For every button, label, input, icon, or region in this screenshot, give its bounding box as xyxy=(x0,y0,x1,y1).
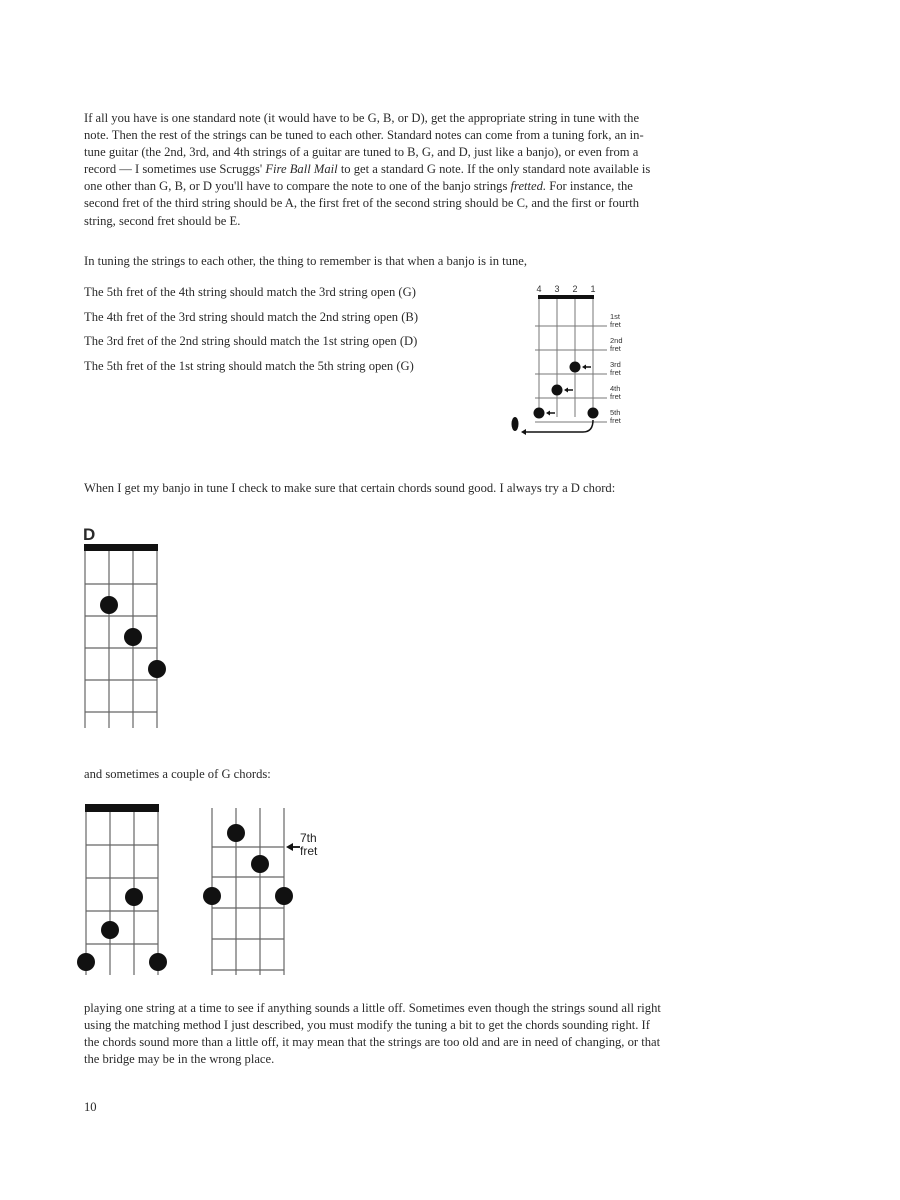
svg-text:1st: 1st xyxy=(610,312,621,321)
svg-text:fret: fret xyxy=(610,392,621,401)
finger-dots xyxy=(512,362,599,432)
svg-text:fret: fret xyxy=(610,320,621,329)
intro-paragraph xyxy=(84,110,664,230)
intro-text-2: to get a standard G note. If the only standard note available is one other than G, B, or D you'll have to compare the note to one of the banjo strings xyxy=(84,162,651,194)
position-label xyxy=(300,831,318,858)
finger-dots xyxy=(77,888,167,971)
tuning-rules-list xyxy=(84,280,514,378)
strings xyxy=(86,812,158,975)
frets xyxy=(85,584,157,712)
page-number: 10 xyxy=(84,1100,97,1114)
string-number: 2 xyxy=(572,284,578,294)
string-number: 4 xyxy=(536,284,542,294)
svg-text:3rd: 3rd xyxy=(610,360,621,369)
position-arrow-icon xyxy=(286,843,300,851)
tuning-fret-diagram xyxy=(505,282,635,437)
strings xyxy=(212,808,284,975)
svg-text:5th: 5th xyxy=(610,408,621,417)
nut xyxy=(84,544,158,551)
song-title: Fire Ball Mail xyxy=(265,162,338,177)
tuning-rule: The 4th fret of the 3rd string should match the 2nd string open (B) xyxy=(84,309,419,324)
strings xyxy=(85,551,157,728)
tuning-rule: The 3rd fret of the 2nd string should match the 1st string open (D) xyxy=(84,334,418,348)
svg-text:4th: 4th xyxy=(610,384,621,393)
frets xyxy=(86,845,158,944)
tuning-intro: In tuning the strings to each other, the thing to remember is that when a banjo is in tune, xyxy=(84,254,527,268)
intro-text-1: If all you have is one standard note (it would have to be G, B, or D), get the appropriate string in tune with the note. Then the rest of the strings can be tuned to each other. Standard notes can come from a tuning fork, an in-tune guitar (the 2nd, 3rd, and 4th strings of a guitar are tuned to B, G, and D, just like a banjo), or even from a record — I sometimes use Scruggs' xyxy=(84,111,644,177)
intro-text-3: For instance, the second fret of the third string should be A, the first fret of the second string should be C, and the first or fourth string, second fret should be E. xyxy=(84,179,640,228)
tuning-rule: The 5th fret of the 4th string should match the 3rd string open (G) xyxy=(84,285,416,299)
svg-text:7th: 7th xyxy=(300,831,317,845)
fretted-word: fretted. xyxy=(510,179,547,194)
frets xyxy=(212,847,284,970)
svg-text:2nd: 2nd xyxy=(610,336,623,345)
g-chord-1-diagram xyxy=(75,800,175,980)
frets xyxy=(535,326,607,422)
chord-check-text: When I get my banjo in tune I check to make sure that certain chords sound good. I always try a D chord: xyxy=(84,481,616,495)
fret-labels xyxy=(610,312,623,425)
nut xyxy=(85,804,159,812)
tuning-rule: The 5th fret of the 1st string should match the 5th string open (G) xyxy=(84,358,414,373)
nut xyxy=(538,295,594,299)
svg-text:fret: fret xyxy=(610,416,621,425)
d-chord-name: D xyxy=(83,525,96,544)
d-chord-diagram xyxy=(80,540,175,730)
string-number: 1 xyxy=(590,284,596,294)
g-chord-2-diagram xyxy=(200,800,340,980)
string-number: 3 xyxy=(554,284,560,294)
svg-text:fret: fret xyxy=(300,844,318,858)
strings xyxy=(539,299,593,417)
closing-paragraph: playing one string at a time to see if anything sounds a little off. Sometimes even though the strings sound all right using the matching method I just described, you must modify the tuning a bit to get the chords sounding right. If the chords sound more than a little off, it may mean that the strings are too old and are in need of changing, or that the bridge may be in the wrong place. xyxy=(84,1001,661,1067)
svg-text:fret: fret xyxy=(610,368,621,377)
svg-text:fret: fret xyxy=(610,344,621,353)
finger-dots xyxy=(203,824,293,905)
g-chords-intro: and sometimes a couple of G chords: xyxy=(84,767,271,781)
